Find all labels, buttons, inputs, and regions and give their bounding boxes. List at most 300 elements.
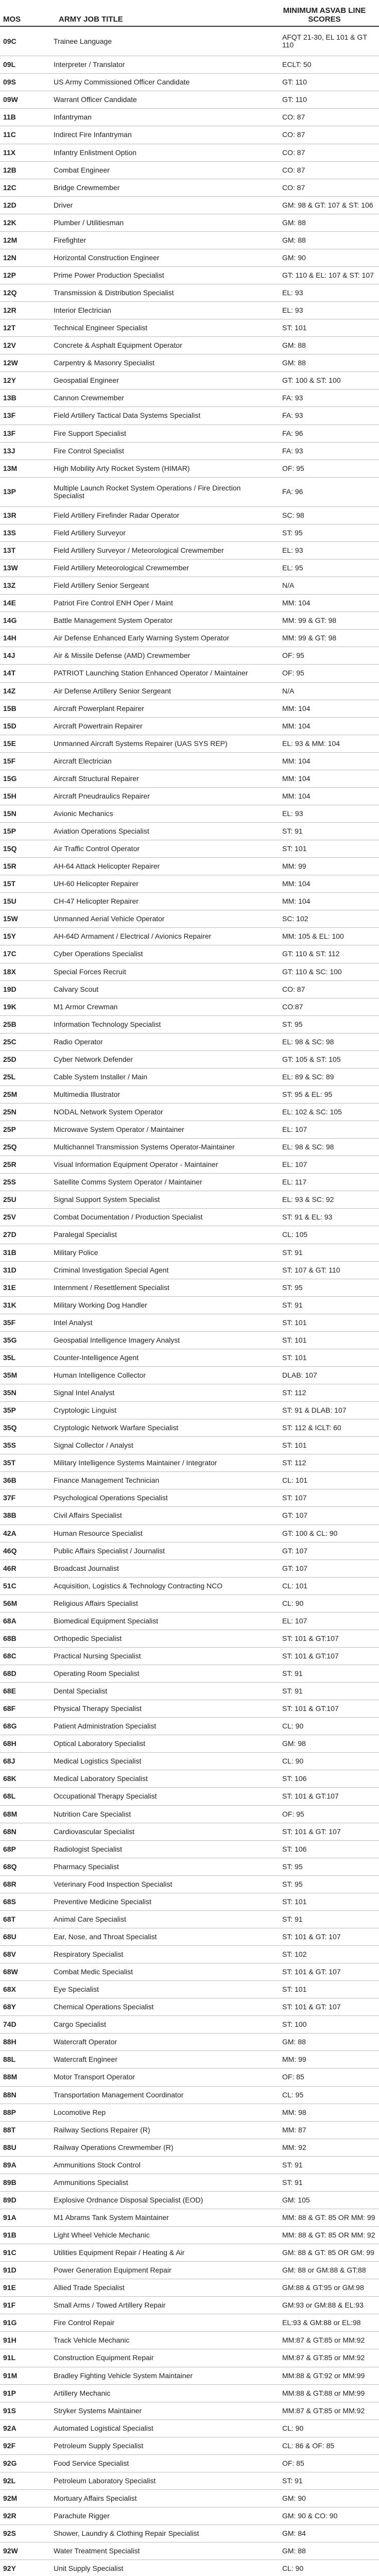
mos-code: 68T — [3, 1914, 16, 1923]
job-title: Petroleum Supply Specialist — [54, 2441, 144, 2450]
job-title: Ammunitions Specialist — [54, 2178, 128, 2187]
mos-code: 88P — [3, 2108, 16, 2116]
table-row — [0, 1981, 379, 1998]
job-title: Internment / Resettlement Specialist — [54, 1283, 169, 1292]
job-title: Religious Affairs Specialist — [54, 1599, 138, 1607]
mos-code: 27D — [3, 1230, 16, 1239]
mos-code: 74D — [3, 2020, 16, 2029]
min-score: EL: 107 — [282, 1125, 307, 1134]
mos-code: 68N — [3, 1827, 16, 1836]
job-title: Cyber Operations Specialist — [54, 950, 143, 958]
header-mos: MOS — [3, 15, 21, 24]
job-title: Field Artillery Meteorological Crewmember — [54, 564, 189, 572]
job-title: Signal Support System Specialist — [54, 1195, 160, 1204]
table-row — [0, 1911, 379, 1928]
min-score: OF: 95 — [282, 464, 304, 472]
mos-code: 68U — [3, 1932, 16, 1941]
table-row — [0, 2490, 379, 2507]
mos-code: 91S — [3, 2406, 16, 2415]
min-score: MM: 88 & GT: 85 OR MM: 99 — [282, 2213, 375, 2222]
min-score: ST: 101 — [282, 1897, 307, 1906]
min-score: FA: 93 — [282, 446, 303, 455]
mos-code: 92M — [3, 2494, 18, 2502]
table-row — [0, 2122, 379, 2139]
job-title: Combat Engineer — [54, 165, 110, 174]
mos-code: 15T — [3, 879, 16, 888]
mos-code: 15W — [3, 914, 18, 923]
table-row — [0, 1332, 379, 1349]
mos-code: 25D — [3, 1055, 16, 1063]
table-row — [0, 928, 379, 945]
min-score: ST: 112 — [282, 1388, 306, 1397]
mos-code: 17C — [3, 950, 16, 958]
mos-code: 56M — [3, 1599, 18, 1607]
table-row — [0, 524, 379, 542]
mos-code: 25U — [3, 1195, 16, 1204]
job-title: Artillery Mechanic — [54, 2388, 111, 2397]
mos-code: 25L — [3, 1072, 16, 1081]
table-row — [0, 630, 379, 647]
table-row — [0, 1472, 379, 1489]
min-score: ST: 91 — [282, 827, 303, 836]
min-score: GT: 100 & ST: 100 — [282, 376, 341, 385]
min-score: CL: 90 — [282, 2424, 304, 2432]
job-title: Optical Laboratory Specialist — [54, 1739, 146, 1748]
min-score: CL: 90 — [282, 1599, 304, 1607]
mos-code: 46Q — [3, 1546, 17, 1555]
mos-code: 25N — [3, 1108, 16, 1116]
min-score: AFQT 21-30, EL 101 & GT 110 — [282, 33, 367, 49]
job-title: Air Defense Artillery Senior Sergeant — [54, 686, 171, 695]
job-title: Prime Power Production Specialist — [54, 270, 164, 279]
job-title: US Army Commissioned Officer Candidate — [54, 78, 190, 87]
min-score: GM: 90 — [282, 2494, 306, 2502]
job-title: Visual Information Equipment Operator - Maintainer — [54, 1160, 218, 1169]
job-title: Unit Supply Specialist — [54, 2564, 124, 2573]
table-row — [0, 1191, 379, 1209]
job-title: Concrete & Asphalt Equipment Operator — [54, 341, 182, 350]
table-row — [0, 74, 379, 91]
table-row — [0, 1156, 379, 1174]
min-score: EL: 93 & MM: 104 — [282, 739, 340, 748]
job-title: Signal Collector / Analyst — [54, 1441, 133, 1450]
table-row — [0, 1086, 379, 1104]
table-row — [0, 302, 379, 319]
mos-code: 31D — [3, 1265, 16, 1274]
job-title: Cryptologic Linguist — [54, 1406, 117, 1415]
table-row — [0, 2051, 379, 2069]
table-row — [0, 1823, 379, 1841]
table-row — [0, 612, 379, 630]
table-row — [0, 443, 379, 460]
table-row — [0, 1507, 379, 1524]
table-row — [0, 27, 379, 56]
table-row — [0, 232, 379, 249]
table-row — [0, 1437, 379, 1454]
job-title: Bradley Fighting Vehicle System Maintainer — [54, 2371, 193, 2380]
table-row — [0, 1595, 379, 1613]
mos-code: 92S — [3, 2529, 16, 2538]
table-row — [0, 770, 379, 788]
min-score: MM: 104 — [282, 599, 311, 607]
table-row — [0, 2033, 379, 2051]
mos-code: 25S — [3, 1178, 16, 1187]
job-title: Special Forces Recruit — [54, 967, 126, 976]
job-title: High Mobility Arty Rocket System (HIMAR) — [54, 464, 190, 472]
table-row — [0, 1928, 379, 1946]
table-row — [0, 1104, 379, 1121]
job-title: Occupational Therapy Specialist — [54, 1792, 157, 1801]
table-row — [0, 1648, 379, 1665]
min-score: GT: 107 — [282, 1564, 308, 1572]
mos-code: 35P — [3, 1406, 16, 1415]
table-row — [0, 753, 379, 770]
table-row — [0, 1788, 379, 1805]
min-score: ST: 101 & GT: 107 — [282, 1827, 341, 1836]
table-row — [0, 1244, 379, 1262]
mos-code: 13F — [3, 429, 16, 437]
job-title: Cannon Crewmember — [54, 394, 124, 402]
job-title: Physical Therapy Specialist — [54, 1704, 142, 1713]
table-row — [0, 2507, 379, 2525]
min-score: ST: 101 — [282, 324, 307, 332]
job-title: Avionic Mechanics — [54, 809, 113, 818]
mos-code: 91F — [3, 2301, 16, 2310]
mos-code: 15Q — [3, 844, 17, 853]
table-row — [0, 1419, 379, 1437]
table-row — [0, 560, 379, 577]
table-row — [0, 1876, 379, 1893]
job-title: NODAL Network System Operator — [54, 1108, 163, 1116]
job-title: Automated Logistical Specialist — [54, 2424, 153, 2432]
mos-code: 91P — [3, 2388, 16, 2397]
table-row — [0, 2420, 379, 2437]
job-title: Combat Documentation / Production Specialist — [54, 1213, 203, 1222]
table-row — [0, 1543, 379, 1560]
job-title: Locomotive Rep — [54, 2108, 106, 2116]
min-score: ST: 91 & EL: 93 — [282, 1213, 333, 1222]
table-row — [0, 840, 379, 858]
job-title: Allied Trade Specialist — [54, 2283, 125, 2292]
job-title: Aircraft Powertrain Repairer — [54, 721, 143, 730]
job-title: Information Technology Specialist — [54, 1020, 161, 1028]
mos-code: 09C — [3, 37, 16, 45]
table-row — [0, 2472, 379, 2490]
table-row — [0, 2332, 379, 2349]
job-title: Practical Nursing Specialist — [54, 1651, 141, 1660]
mos-code: 15R — [3, 862, 16, 871]
mos-code: 68Q — [3, 1862, 17, 1871]
mos-code: 92A — [3, 2424, 16, 2432]
min-score: CO: 87 — [282, 165, 305, 174]
min-score: MM: 104 — [282, 721, 311, 730]
table-row — [0, 56, 379, 74]
job-title: Operating Room Specialist — [54, 1669, 140, 1678]
min-score: GT: 110 — [282, 95, 307, 104]
job-title: Counter-Intelligence Agent — [54, 1353, 139, 1362]
min-score: CL: 86 & OF: 85 — [282, 2441, 335, 2450]
table-row — [0, 1735, 379, 1753]
table-row — [0, 1051, 379, 1069]
mos-code: 68X — [3, 1985, 16, 1994]
mos-code: 68K — [3, 1774, 16, 1783]
mos-code: 12R — [3, 306, 16, 315]
min-score: EL: 98 & SC: 98 — [282, 1037, 334, 1046]
table-row — [0, 1946, 379, 1963]
mos-code: 12P — [3, 270, 16, 279]
min-score: CL: 105 — [282, 1230, 308, 1239]
table-body — [0, 27, 379, 2576]
min-score: GM: 88 — [282, 359, 306, 367]
mos-code: 68H — [3, 1739, 16, 1748]
min-score: ST: 101 & GT:107 — [282, 1704, 339, 1713]
mos-code: 88U — [3, 2143, 16, 2151]
min-score: EL: 93 — [282, 306, 303, 315]
min-score: ST: 107 — [282, 1494, 307, 1502]
min-score: ST: 101 & GT: 107 — [282, 2003, 341, 2011]
table-row — [0, 1578, 379, 1595]
table-row — [0, 1893, 379, 1911]
job-title: Petroleum Laboratory Specialist — [54, 2476, 156, 2485]
mos-code: 37F — [3, 1494, 16, 1502]
mos-code: 13T — [3, 546, 16, 555]
job-title: Railway Sections Repairer (R) — [54, 2125, 150, 2134]
job-title: Human Intelligence Collector — [54, 1370, 146, 1379]
min-score: GM: 88 — [282, 341, 306, 350]
job-title: Unmanned Aerial Vehicle Operator — [54, 914, 165, 923]
table-row — [0, 1665, 379, 1683]
table-row — [0, 2016, 379, 2033]
mos-code: 91H — [3, 2336, 16, 2345]
job-title: Multimedia Illustrator — [54, 1090, 120, 1098]
mos-code: 15P — [3, 827, 16, 836]
min-score: ST: 102 — [282, 1950, 307, 1959]
table-row — [0, 2244, 379, 2262]
job-title: Civil Affairs Specialist — [54, 1511, 122, 1520]
min-score: MM: 105 & EL: 100 — [282, 932, 344, 941]
mos-code: 31K — [3, 1300, 16, 1309]
min-score: GT: 110 & SC: 100 — [282, 967, 342, 976]
table-row — [0, 683, 379, 700]
job-title: Fire Control Repair — [54, 2318, 115, 2327]
min-score: ST: 95 — [282, 1020, 303, 1028]
mos-code: 31E — [3, 1283, 16, 1292]
mos-code: 91M — [3, 2371, 18, 2380]
min-score: MM:87 & GT:85 or MM:92 — [282, 2353, 365, 2362]
job-title: Motor Transport Operator — [54, 2073, 135, 2081]
min-score: ST: 100 — [282, 2020, 307, 2029]
min-score: MM: 104 — [282, 704, 311, 713]
min-score: MM: 104 — [282, 756, 311, 765]
mos-code: 91L — [3, 2353, 16, 2362]
job-title: Indirect Fire Infantryman — [54, 130, 132, 139]
job-title: AH-64 Attack Helicopter Repairer — [54, 862, 160, 871]
mos-code: 88L — [3, 2055, 16, 2064]
min-score: CL: 101 — [282, 1476, 308, 1485]
job-title: Infantryman — [54, 113, 92, 122]
job-title: Orthopedic Specialist — [54, 1634, 122, 1642]
job-title: Track Vehicle Mechanic — [54, 2336, 130, 2345]
mos-code: 19D — [3, 985, 16, 993]
min-score: ST: 106 — [282, 1844, 307, 1853]
table-row — [0, 1069, 379, 1086]
table-row — [0, 1454, 379, 1472]
table-row — [0, 478, 379, 507]
job-title: Geospatial Intelligence Imagery Analyst — [54, 1335, 180, 1344]
min-score: ST: 91 — [282, 1300, 303, 1309]
mos-code: 15E — [3, 739, 16, 748]
min-score: EL: 93 — [282, 546, 303, 555]
table-row — [0, 1489, 379, 1507]
job-title: Broadcast Journalist — [54, 1564, 119, 1572]
min-score: GM: 88 — [282, 2038, 306, 2046]
job-title: Field Artillery Surveyor / Meteorological Crewmember — [54, 546, 224, 555]
min-score: EL: 102 & SC: 105 — [282, 1108, 342, 1116]
table-row — [0, 1279, 379, 1297]
job-title: Field Artillery Tactical Data Systems Specialist — [54, 411, 201, 420]
mos-code: 68E — [3, 1687, 16, 1696]
min-score: CO: 87 — [282, 985, 305, 993]
table-row — [0, 1262, 379, 1279]
min-score: ST: 112 — [282, 1459, 306, 1467]
min-score: ST: 101 & GT: 107 — [282, 1932, 341, 1941]
min-score: GT: 100 & CL: 90 — [282, 1529, 338, 1537]
mos-code: 92W — [3, 2547, 18, 2555]
table-row — [0, 2227, 379, 2244]
job-title: Transportation Management Coordinator — [54, 2090, 184, 2099]
mos-code: 25V — [3, 1213, 16, 1222]
mos-code: 25M — [3, 1090, 18, 1098]
min-score: MM: 98 — [282, 2108, 306, 2116]
job-title: Air Defense Enhanced Early Warning System Operator — [54, 634, 230, 642]
table-row — [0, 823, 379, 840]
mos-code: 25B — [3, 1020, 16, 1028]
job-title: Air & Missile Defense (AMD) Crewmember — [54, 651, 191, 660]
job-title: Ammunitions Stock Control — [54, 2160, 141, 2169]
job-title: Paralegal Specialist — [54, 1230, 117, 1239]
min-score: MM: 92 — [282, 2143, 306, 2151]
job-title: M1 Abrams Tank System Maintainer — [54, 2213, 169, 2222]
mos-code: 13P — [3, 487, 16, 496]
job-title: PATRIOT Launching Station Enhanced Operator / Maintainer — [54, 669, 248, 677]
mos-code: 35S — [3, 1441, 16, 1450]
min-score: GM: 90 — [282, 253, 306, 262]
min-score: ST: 107 & GT: 110 — [282, 1265, 340, 1274]
table-row — [0, 2069, 379, 2086]
mos-code: 89D — [3, 2195, 16, 2204]
mos-code: 36B — [3, 1476, 16, 1485]
job-title: Aircraft Electrician — [54, 756, 112, 765]
min-score: ST: 101 — [282, 1335, 307, 1344]
table-row — [0, 665, 379, 682]
job-title: Horizontal Construction Engineer — [54, 253, 160, 262]
min-score: FA: 96 — [282, 487, 303, 496]
min-score: GT: 107 — [282, 1511, 308, 1520]
mos-code: 14E — [3, 599, 16, 607]
mos-code: 91A — [3, 2213, 16, 2222]
job-title: Parachute Rigger — [54, 2512, 110, 2520]
mos-code: 46R — [3, 1564, 16, 1572]
mos-code: 15U — [3, 897, 16, 906]
table-row — [0, 2262, 379, 2279]
min-score: ST: 101 & GT:107 — [282, 1651, 339, 1660]
table-row — [0, 2139, 379, 2157]
table-row — [0, 2385, 379, 2402]
table-row — [0, 2367, 379, 2385]
min-score: CL: 90 — [282, 1757, 304, 1766]
table-row — [0, 2437, 379, 2455]
job-title: Field Artillery Firefinder Radar Operator — [54, 511, 180, 519]
job-title: Unmanned Aircraft Systems Repairer (UAS SYS REP) — [54, 739, 228, 748]
mos-code: 19K — [3, 1002, 16, 1011]
min-score: N/A — [282, 581, 295, 590]
min-score: MM: 99 & GT: 98 — [282, 634, 337, 642]
job-title: Geospatial Engineer — [54, 376, 119, 385]
mos-code: 89A — [3, 2160, 16, 2169]
job-title: Stryker Systems Maintainer — [54, 2406, 142, 2415]
job-title: Aircraft Pneudraulics Repairer — [54, 791, 150, 800]
min-score: GM: 88 — [282, 235, 306, 244]
job-title: Driver — [54, 200, 73, 209]
mos-code: 88N — [3, 2090, 16, 2099]
table-row — [0, 1033, 379, 1051]
job-title: Cryptologic Network Warfare Specialist — [54, 1423, 179, 1432]
mos-code: 68S — [3, 1897, 16, 1906]
table-row — [0, 2174, 379, 2192]
mos-code: 42A — [3, 1529, 16, 1537]
min-score: GM: 88 — [282, 2547, 306, 2555]
header-min-scores: MINIMUM ASVAB LINE SCORES — [283, 6, 366, 24]
job-title: Eye Specialist — [54, 1985, 99, 1994]
job-title: Trainee Language — [54, 37, 112, 45]
min-score: EL:93 & GM:88 or EL:98 — [282, 2318, 361, 2327]
min-score: GM: 88 or GM:88 & GT:88 — [282, 2266, 366, 2275]
job-title: Intel Analyst — [54, 1318, 93, 1327]
job-title: Criminal Investigation Special Agent — [54, 1265, 169, 1274]
table-row — [0, 1806, 379, 1823]
min-score: ST: 101 — [282, 1318, 307, 1327]
mos-code: 12C — [3, 183, 16, 192]
min-score: N/A — [282, 686, 295, 695]
mos-code: 35N — [3, 1388, 16, 1397]
table-row — [0, 998, 379, 1016]
min-score: ST: 91 — [282, 1248, 303, 1257]
job-title: Power Generation Equipment Repair — [54, 2266, 171, 2275]
mos-code: 35Q — [3, 1423, 17, 1432]
job-title: Military Working Dog Handler — [54, 1300, 147, 1309]
mos-code: 35G — [3, 1335, 17, 1344]
min-score: CO: 87 — [282, 183, 305, 192]
min-score: OF: 95 — [282, 669, 304, 677]
mos-code: 09W — [3, 95, 18, 104]
min-score: GM: 88 — [282, 218, 306, 227]
mos-code: 14J — [3, 651, 15, 660]
job-title: Small Arms / Towed Artillery Repair — [54, 2301, 166, 2310]
min-score: GM: 98 — [282, 1739, 306, 1748]
header-job-title: ARMY JOB TITLE — [59, 15, 123, 24]
mos-code: 51C — [3, 1581, 16, 1590]
mos-code: 91C — [3, 2248, 16, 2257]
job-title: Air Traffic Control Operator — [54, 844, 140, 853]
mos-code: 12M — [3, 235, 18, 244]
job-title: Chemical Operations Specialist — [54, 2003, 154, 2011]
min-score: MM:87 & GT:85 or MM:92 — [282, 2336, 365, 2345]
min-score: ST: 101 & GT:107 — [282, 1634, 339, 1642]
job-title: Patriot Fire Control ENH Oper / Maint — [54, 599, 173, 607]
table-row — [0, 1384, 379, 1402]
mos-code: 68R — [3, 1879, 16, 1888]
table-row — [0, 1963, 379, 1981]
